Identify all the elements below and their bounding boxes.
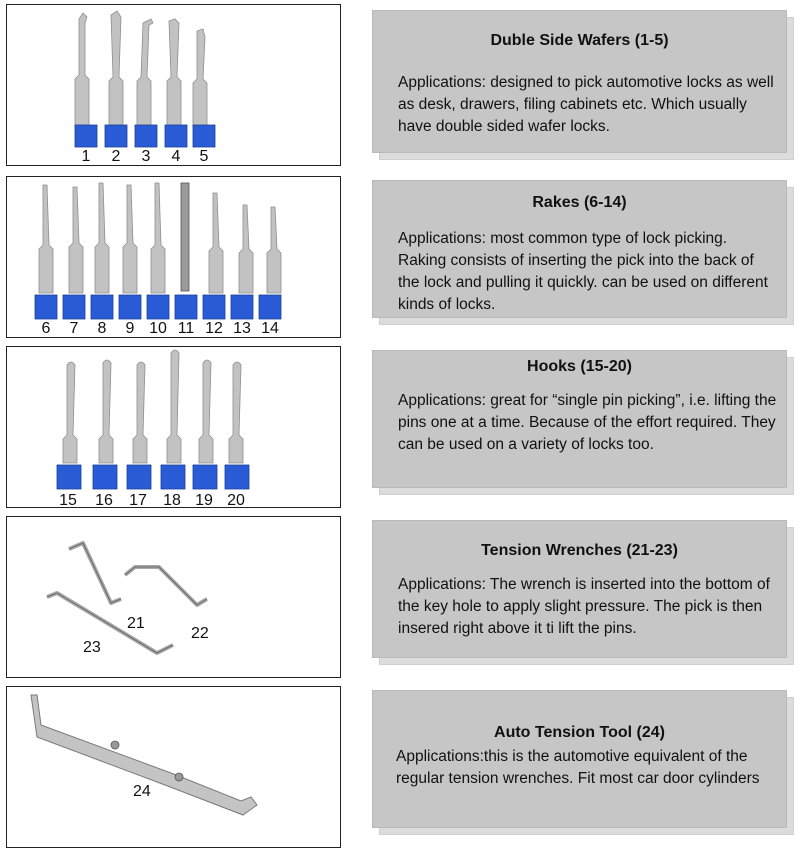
card-title: Rakes (6-14) [532, 194, 627, 211]
pick-number: 7 [69, 320, 79, 337]
card-title: Duble Side Wafers (1-5) [490, 32, 669, 49]
wafers-description-card [372, 10, 787, 153]
pick-number: 13 [233, 320, 251, 337]
card-title: Tension Wrenches (21-23) [481, 542, 678, 559]
pick-number: 3 [141, 148, 151, 165]
rakes-description-card [372, 180, 787, 318]
hooks-description-card [372, 350, 787, 488]
tension-wrenches-illustration [7, 517, 340, 677]
wrench-number: 21 [127, 615, 145, 632]
wafers-picks-illustration [7, 5, 340, 165]
pick-number: 14 [261, 320, 279, 337]
tool-number: 24 [133, 783, 151, 800]
wafer-handle [193, 125, 215, 147]
pick-number: 1 [81, 148, 91, 165]
card-body: Applications: most common type of lock picking. Raking consists of inserting the pick into the back of the lock and pulling it quickly. can be used on different kinds of locks. [398, 230, 768, 313]
pick-number: 19 [195, 492, 213, 509]
wafer-handle [135, 125, 157, 147]
card-title: Auto Tension Tool (24) [494, 724, 665, 741]
pick-number: 15 [59, 492, 77, 509]
card-title: Hooks (15-20) [527, 358, 632, 375]
wafer-handle [75, 125, 97, 147]
card-body: Applications: The wrench is inserted into the bottom of the key hole to apply slight pressure. The pick is then insered right above it ti lift the pins. [398, 576, 770, 637]
pick-number: 8 [97, 320, 107, 337]
pick-number: 20 [227, 492, 245, 509]
wrenches-description-card [372, 520, 787, 658]
pick-number: 5 [199, 148, 209, 165]
pick-number: 9 [125, 320, 135, 337]
pick-number: 10 [149, 320, 167, 337]
card-body: Applications: designed to pick automotive locks as well as desk, drawers, filing cabinets etc. Which usually have double sided wafer locks. [398, 74, 774, 135]
pick-number: 6 [41, 320, 51, 337]
card-body: Applications:this is the automotive equivalent of the regular tension wrenches. Fit most car door cylinders [396, 748, 760, 787]
auto-tension-image-panel [6, 686, 341, 848]
rakes-image-panel [6, 176, 341, 338]
pick-number: 11 [177, 320, 195, 337]
pick-number: 18 [163, 492, 181, 509]
pick-number: 4 [171, 148, 181, 165]
wrench-number: 22 [191, 625, 209, 642]
card-body: Applications: great for “single pin picking”, i.e. lifting the pins one at a time. Because of the effort required. They can be used on a variety of locks too. [398, 392, 777, 453]
wafer-handle [165, 125, 187, 147]
rakes-picks-illustration [7, 177, 340, 337]
hooks-picks-illustration [7, 347, 340, 507]
auto-tension-description-card [372, 690, 787, 828]
auto-tension-tool-illustration [7, 687, 340, 847]
pick-number: 12 [205, 320, 223, 337]
tension-wrenches-image-panel [6, 516, 341, 678]
wrench-number: 23 [83, 639, 101, 656]
hooks-image-panel [6, 346, 341, 508]
pick-number: 2 [111, 148, 121, 165]
wafer-handle [105, 125, 127, 147]
pick-number: 16 [95, 492, 113, 509]
wafers-image-panel [6, 4, 341, 166]
pick-number: 17 [129, 492, 147, 509]
